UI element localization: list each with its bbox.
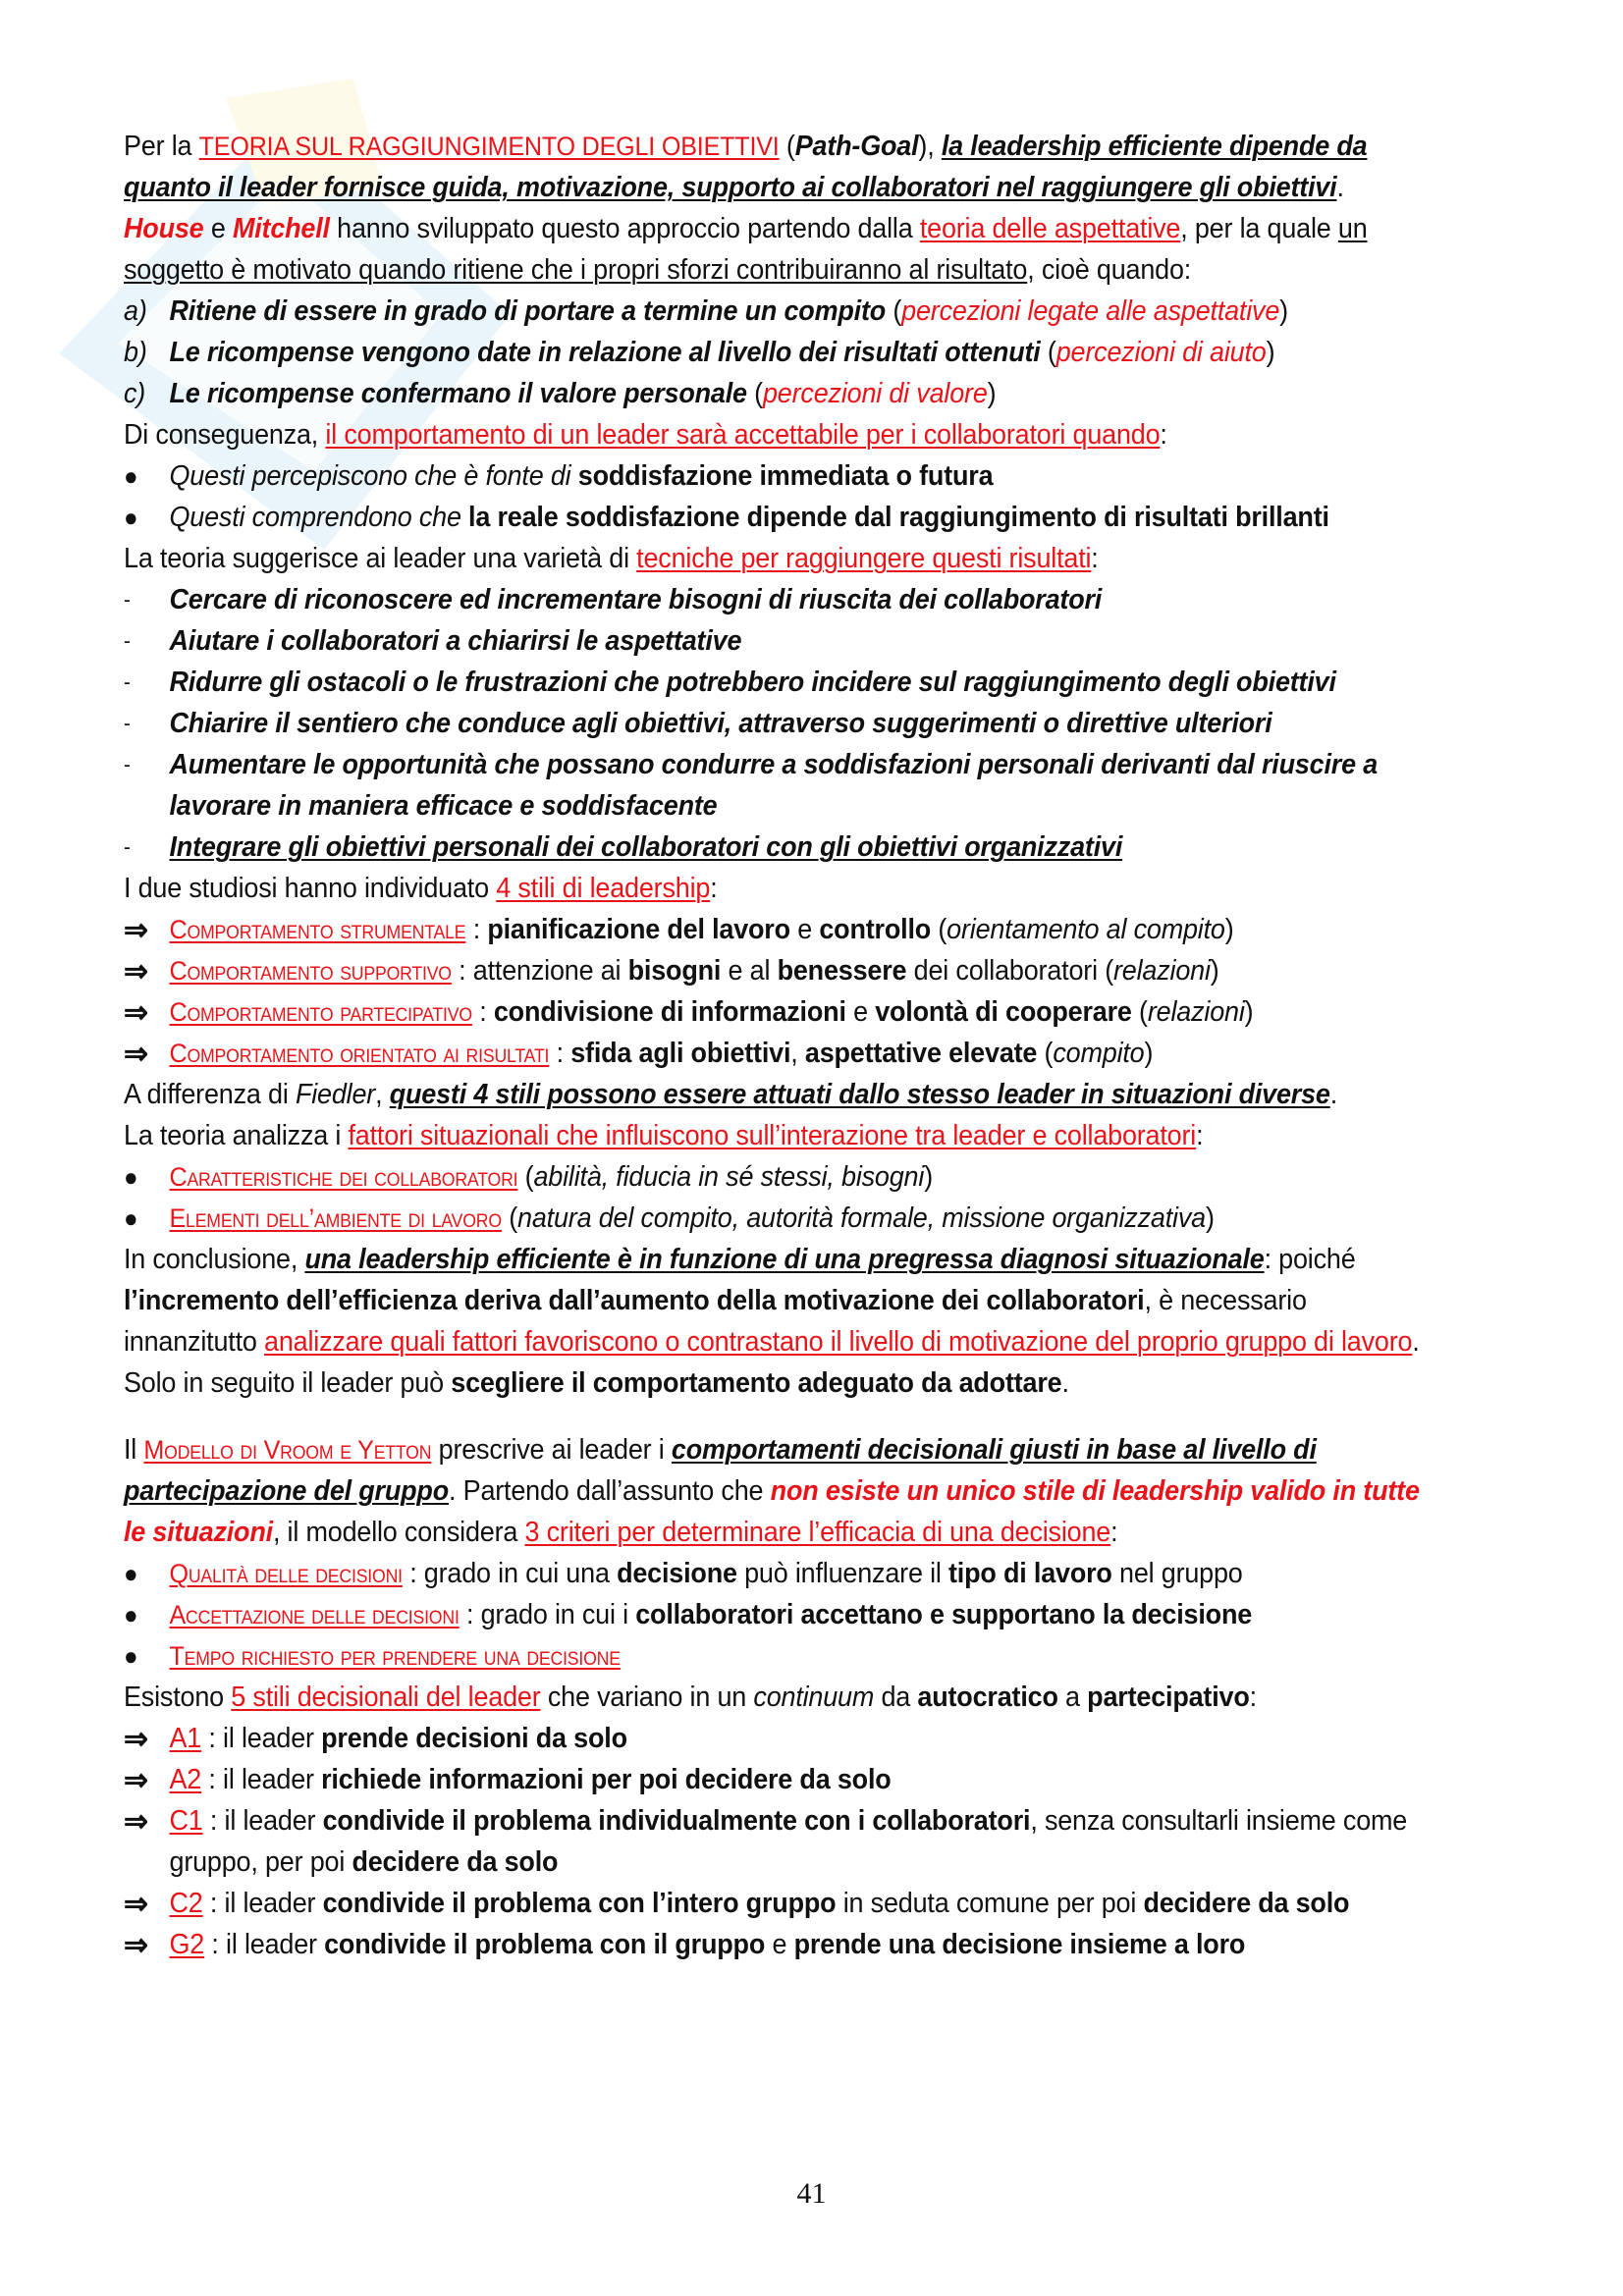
dash-icon: - [124, 834, 131, 859]
paragraph: La teoria analizza i fattori situazionali che influiscono sull’interazione tra leader e collaboratori: [124, 1120, 1204, 1151]
list-item: ⇒ Comportamento strumentale : pianificazione del lavoro e controllo (orientamento al compito) [124, 909, 1421, 950]
bullet-icon: ● [124, 461, 138, 491]
list-item: ● Questi percepiscono che è fonte di soddisfazione immediata o futura [124, 455, 1421, 497]
paragraph-conclusion: In conclusione, una leadership efficiente è in funzione di una pregressa diagnosi situazionale: poiché l’incremento dell’efficienza deriva dall’aumento della motivazione dei collaboratori, è necessario innanzitutto analizzare quali fattori favoriscono o contrastano il livello di motivazione del proprio gruppo di lavoro. Solo in seguito il leader può scegliere il comportamento adeguato da adottare. [124, 1244, 1420, 1399]
bullet-icon: ● [124, 1600, 138, 1629]
list-item: ⇒ Comportamento supportivo : attenzione ai bisogni e al benessere dei collaboratori (relazioni) [124, 950, 1421, 991]
author-house: House [124, 213, 204, 244]
paragraph-path-goal: Per la TEORIA SUL RAGGIUNGIMENTO DEGLI OBIETTIVI (Path-Goal), la leadership efficiente dipende da quanto il leader fornisce guida, motivazione, supporto ai collaboratori nel raggiungere gli obiettivi. House e Mitchell hanno sviluppato questo approccio partendo dalla teoria delle aspettative, per la quale un soggetto è motivato quando ritiene che i propri sforzi contribuiranno al risultato, cioè quando: [124, 131, 1368, 286]
spacer [124, 1404, 1421, 1429]
dash-icon: - [124, 628, 131, 653]
list-item: ● Qualità delle decisioni : grado in cui una decisione può influenzare il tipo di lavoro nel gruppo [124, 1553, 1421, 1594]
paragraph: A differenza di Fiedler, questi 4 stili possono essere attuati dallo stesso leader in situazioni diverse. [124, 1079, 1338, 1110]
page-number: 41 [796, 2177, 827, 2210]
list-item: ● Tempo richiesto per prendere una decisione [124, 1635, 1421, 1677]
arrow-icon: ⇒ [124, 1927, 148, 1962]
list-item: - Cercare di riconoscere ed incrementare bisogni di riuscita dei collaboratori [124, 579, 1421, 620]
author-mitchell: Mitchell [232, 213, 330, 244]
paragraph: I due studiosi hanno individuato 4 stili di leadership: [124, 873, 718, 904]
dash-icon: - [124, 711, 131, 735]
list-item: ⇒ A1 : il leader prende decisioni da solo [124, 1718, 1421, 1759]
list-item: - Chiarire il sentiero che conduce agli obiettivi, attraverso suggerimenti o direttive ulteriori [124, 703, 1421, 744]
arrow-icon: ⇒ [124, 1803, 148, 1839]
document-body [124, 126, 1421, 1965]
list-item: - Ridurre gli ostacoli o le frustrazioni che potrebbero incidere sul raggiungimento degli obiettivi [124, 662, 1421, 703]
arrow-icon: ⇒ [124, 1762, 148, 1797]
dash-icon: - [124, 587, 131, 612]
dash-icon: - [124, 669, 131, 694]
list-item: - Aiutare i collaboratori a chiarirsi le aspettative [124, 620, 1421, 662]
paragraph: Di conseguenza, il comportamento di un leader sarà accettabile per i collaboratori quando: [124, 419, 1167, 451]
path-goal-term: TEORIA SUL RAGGIUNGIMENTO DEGLI OBIETTIVI [198, 132, 780, 161]
list-item: ⇒ Comportamento orientato ai risultati : sfida agli obiettivi, aspettative elevate (compito) [124, 1033, 1421, 1074]
list-item: ⇒ C1 : il leader condivide il problema individualmente con i collaboratori, senza consultarli insieme come gruppo, per poi decidere da solo [124, 1800, 1421, 1883]
arrow-icon: ⇒ [124, 1721, 148, 1756]
bullet-icon: ● [124, 1641, 138, 1671]
list-item: a) Ritiene di essere in grado di portare a termine un compito (percezioni legate alle aspettative) [124, 295, 1288, 327]
dash-icon: - [124, 752, 131, 776]
arrow-icon: ⇒ [124, 1886, 148, 1921]
list-item: ● Accettazione delle decisioni : grado in cui i collaboratori accettano e supportano la decisione [124, 1594, 1421, 1635]
list-item: ● Questi comprendono che la reale soddisfazione dipende dal raggiungimento di risultati brillanti [124, 497, 1421, 538]
list-item: b) Le ricompense vengono date in relazione al livello dei risultati ottenuti (percezioni di aiuto) [124, 337, 1275, 368]
list-item: ⇒ C2 : il leader condivide il problema con l’intero gruppo in seduta comune per poi decidere da solo [124, 1883, 1421, 1924]
arrow-icon: ⇒ [124, 953, 148, 988]
paragraph: Esistono 5 stili decisionali del leader che variano in un continuum da autocratico a partecipativo: [124, 1682, 1257, 1713]
paragraph: La teoria suggerisce ai leader una varietà di tecniche per raggiungere questi risultati: [124, 543, 1099, 574]
arrow-icon: ⇒ [124, 1036, 148, 1071]
arrow-icon: ⇒ [124, 912, 148, 947]
arrow-icon: ⇒ [124, 994, 148, 1030]
bullet-icon: ● [124, 1162, 138, 1192]
list-item: ⇒ G2 : il leader condivide il problema con il gruppo e prende una decisione insieme a loro [124, 1924, 1421, 1965]
bullet-icon: ● [124, 1559, 138, 1588]
list-item: ⇒ Comportamento partecipativo : condivisione di informazioni e volontà di cooperare (relazioni) [124, 991, 1421, 1033]
list-item: - Integrare gli obiettivi personali dei collaboratori con gli obiettivi organizzativi [124, 827, 1421, 868]
list-item: c) Le ricompense confermano il valore personale (percezioni di valore) [124, 378, 997, 409]
list-item: ● Caratteristiche dei collaboratori (abilità, fiducia in sé stessi, bisogni) [124, 1156, 1421, 1198]
list-item: ● Elementi dell’ambiente di lavoro (natura del compito, autorità formale, missione organizzativa) [124, 1198, 1421, 1239]
bullet-icon: ● [124, 503, 138, 532]
bullet-icon: ● [124, 1203, 138, 1233]
paragraph-vroom-yetton: Il Modello di Vroom e Yetton prescrive ai leader i comportamenti decisionali giusti in base al livello di partecipazione del gruppo. Partendo dall’assunto che non esiste un unico stile di leadership valido in tutte le situazioni, il modello considera 3 criteri per determinare l’efficacia di una decisione: [124, 1434, 1420, 1548]
list-item: - Aumentare le opportunità che possano condurre a soddisfazioni personali derivanti dal riuscire a lavorare in maniera efficace e soddisfacente [124, 744, 1421, 827]
list-item: ⇒ A2 : il leader richiede informazioni per poi decidere da solo [124, 1759, 1421, 1800]
